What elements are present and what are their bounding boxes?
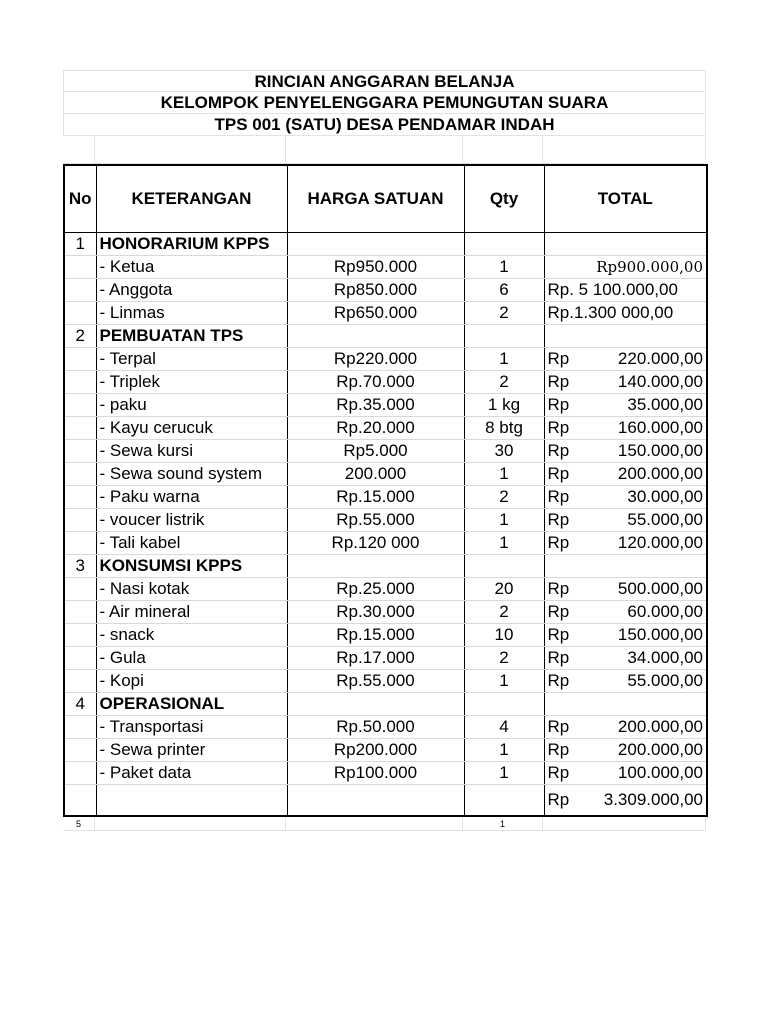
item-description-cell: - Tali kabel <box>96 532 287 555</box>
item-description-cell: - Kopi <box>96 670 287 693</box>
table-row <box>64 440 707 463</box>
table-row <box>64 417 707 440</box>
table-row <box>64 601 707 624</box>
empty-spacer-row <box>63 136 706 164</box>
currency-label: Rp <box>547 602 570 621</box>
unit-price-cell: 200.000 <box>287 463 464 486</box>
item-description-cell: - Sewa printer <box>96 739 287 762</box>
row-number-cell <box>64 624 96 647</box>
total-cell <box>544 647 707 670</box>
qty-cell: 2 <box>464 302 544 325</box>
currency-label: Rp <box>547 349 570 368</box>
budget-table <box>63 164 708 817</box>
qty-cell: 20 <box>464 578 544 601</box>
item-description-cell: - Paku warna <box>96 486 287 509</box>
unit-price-cell: Rp950.000 <box>287 256 464 279</box>
item-description-cell: - Sewa kursi <box>96 440 287 463</box>
unit-price-cell <box>287 555 464 578</box>
qty-cell: 2 <box>464 486 544 509</box>
total-cell <box>544 233 707 256</box>
amount-value: 55.000,00 <box>627 671 703 690</box>
qty-cell <box>464 233 544 256</box>
row-number-cell: 1 <box>64 233 96 256</box>
table-row <box>64 371 707 394</box>
qty-cell: 30 <box>464 440 544 463</box>
empty-cell <box>96 785 287 817</box>
footer-row-number: 5 <box>63 817 95 831</box>
item-description-cell: - Gula <box>96 647 287 670</box>
table-body <box>64 233 707 785</box>
section-row <box>64 555 707 578</box>
item-description-cell: - voucer listrik <box>96 509 287 532</box>
row-number-cell: 4 <box>64 693 96 716</box>
title-line-3: TPS 001 (SATU) DESA PENDAMAR INDAH <box>63 114 706 136</box>
item-description-cell: - Anggota <box>96 279 287 302</box>
total-cell <box>544 463 707 486</box>
qty-cell: 1 <box>464 532 544 555</box>
table-row <box>64 486 707 509</box>
grand-total-row <box>64 785 707 817</box>
total-cell <box>544 348 707 371</box>
row-number-cell <box>64 440 96 463</box>
unit-price-cell: Rp.55.000 <box>287 670 464 693</box>
currency-label: Rp <box>547 441 570 460</box>
currency-label: Rp <box>547 763 570 782</box>
unit-price-cell: Rp.50.000 <box>287 716 464 739</box>
table-header-row <box>64 165 707 233</box>
currency-label: Rp <box>547 533 570 552</box>
col-header-harga: HARGA SATUAN <box>287 165 464 233</box>
table-row <box>64 532 707 555</box>
unit-price-cell: Rp.15.000 <box>287 624 464 647</box>
row-number-cell <box>64 348 96 371</box>
unit-price-cell: Rp5.000 <box>287 440 464 463</box>
section-title-cell: HONORARIUM KPPS <box>96 233 287 256</box>
unit-price-cell: Rp.17.000 <box>287 647 464 670</box>
row-number-cell <box>64 762 96 785</box>
row-number-cell <box>64 256 96 279</box>
currency-label: Rp <box>547 579 570 598</box>
title-line-2: KELOMPOK PENYELENGGARA PEMUNGUTAN SUARA <box>63 92 706 114</box>
qty-cell: 1 <box>464 739 544 762</box>
row-number-cell <box>64 739 96 762</box>
row-number-cell <box>64 417 96 440</box>
row-number-cell <box>64 532 96 555</box>
total-cell <box>544 762 707 785</box>
table-row <box>64 647 707 670</box>
amount-value: 220.000,00 <box>617 349 703 368</box>
unit-price-cell: Rp220.000 <box>287 348 464 371</box>
total-cell <box>544 739 707 762</box>
col-header-no: No <box>64 165 96 233</box>
amount-value: 100.000,00 <box>617 763 703 782</box>
qty-cell: 2 <box>464 647 544 670</box>
table-row <box>64 716 707 739</box>
amount-value: 500.000,00 <box>617 579 703 598</box>
currency-label: Rp <box>547 464 570 483</box>
qty-cell: 4 <box>464 716 544 739</box>
row-number-cell: 3 <box>64 555 96 578</box>
currency-label: Rp <box>547 717 570 736</box>
qty-cell: 1 <box>464 463 544 486</box>
total-cell <box>544 624 707 647</box>
row-number-cell <box>64 601 96 624</box>
item-description-cell: - snack <box>96 624 287 647</box>
amount-value: 150.000,00 <box>617 441 703 460</box>
total-cell: Rp. 5 100.000,00 <box>544 279 707 302</box>
unit-price-cell: Rp.15.000 <box>287 486 464 509</box>
total-cell <box>544 486 707 509</box>
currency-label: Rp <box>547 372 570 391</box>
amount-value: 160.000,00 <box>617 418 703 437</box>
unit-price-cell: Rp.120 000 <box>287 532 464 555</box>
title-line-1: RINCIAN ANGGARAN BELANJA <box>63 70 706 92</box>
unit-price-cell: Rp850.000 <box>287 279 464 302</box>
row-number-cell <box>64 279 96 302</box>
table-row <box>64 279 707 302</box>
total-cell <box>544 555 707 578</box>
qty-cell: 1 <box>464 256 544 279</box>
table-row <box>64 578 707 601</box>
item-description-cell: - Sewa sound system <box>96 463 287 486</box>
qty-cell: 1 <box>464 509 544 532</box>
currency-label: Rp <box>547 671 570 690</box>
total-cell <box>544 325 707 348</box>
total-cell <box>544 578 707 601</box>
table-row <box>64 348 707 371</box>
unit-price-cell: Rp.25.000 <box>287 578 464 601</box>
currency-label: Rp <box>547 418 570 437</box>
unit-price-cell: Rp.35.000 <box>287 394 464 417</box>
unit-price-cell: Rp.55.000 <box>287 509 464 532</box>
table-row <box>64 394 707 417</box>
amount-value: 30.000,00 <box>627 487 703 506</box>
total-cell <box>544 417 707 440</box>
grand-total-amount: 3.309.000,00 <box>603 790 703 809</box>
col-header-total: TOTAL <box>544 165 707 233</box>
item-description-cell: - Air mineral <box>96 601 287 624</box>
qty-cell <box>464 555 544 578</box>
amount-value: 150.000,00 <box>617 625 703 644</box>
total-cell <box>544 716 707 739</box>
amount-value: 200.000,00 <box>617 464 703 483</box>
section-title-cell: OPERASIONAL <box>96 693 287 716</box>
amount-value: 200.000,00 <box>617 740 703 759</box>
total-cell <box>544 371 707 394</box>
item-description-cell: - Kayu cerucuk <box>96 417 287 440</box>
amount-value: 55.000,00 <box>627 510 703 529</box>
grand-total-cell <box>544 785 707 817</box>
table-row <box>64 509 707 532</box>
row-number-cell <box>64 371 96 394</box>
row-number-cell: 2 <box>64 325 96 348</box>
item-description-cell: - Transportasi <box>96 716 287 739</box>
currency-label: Rp <box>547 510 570 529</box>
amount-value: 140.000,00 <box>617 372 703 391</box>
row-number-cell <box>64 302 96 325</box>
qty-cell: 6 <box>464 279 544 302</box>
unit-price-cell: Rp.30.000 <box>287 601 464 624</box>
section-row <box>64 325 707 348</box>
total-cell: Rp.1.300 000,00 <box>544 302 707 325</box>
section-row <box>64 233 707 256</box>
table-row <box>64 256 707 279</box>
qty-cell <box>464 325 544 348</box>
item-description-cell: - Terpal <box>96 348 287 371</box>
currency-label: Rp <box>547 487 570 506</box>
col-header-keterangan: KETERANGAN <box>96 165 287 233</box>
item-description-cell: - Triplek <box>96 371 287 394</box>
total-cell <box>544 440 707 463</box>
grand-total-currency: Rp <box>547 790 570 809</box>
currency-label: Rp <box>547 648 570 667</box>
row-number-cell <box>64 394 96 417</box>
qty-cell: 10 <box>464 624 544 647</box>
total-cell <box>544 670 707 693</box>
col-header-qty: Qty <box>464 165 544 233</box>
table-row <box>64 762 707 785</box>
total-cell <box>544 532 707 555</box>
currency-label: Rp <box>547 625 570 644</box>
total-cell: Rp900.000,00 <box>544 256 707 279</box>
unit-price-cell: Rp200.000 <box>287 739 464 762</box>
currency-label: Rp <box>547 395 570 414</box>
qty-cell: 1 <box>464 670 544 693</box>
item-description-cell: - Nasi kotak <box>96 578 287 601</box>
footer-qty: 1 <box>463 817 543 831</box>
section-row <box>64 693 707 716</box>
item-description-cell: - Paket data <box>96 762 287 785</box>
qty-cell: 2 <box>464 601 544 624</box>
unit-price-cell: Rp.70.000 <box>287 371 464 394</box>
total-cell <box>544 693 707 716</box>
amount-value: 35.000,00 <box>627 395 703 414</box>
section-title-cell: PEMBUATAN TPS <box>96 325 287 348</box>
empty-cell <box>287 785 464 817</box>
row-number-cell <box>64 716 96 739</box>
unit-price-cell: Rp.20.000 <box>287 417 464 440</box>
qty-cell: 1 <box>464 348 544 371</box>
unit-price-cell <box>287 233 464 256</box>
qty-cell: 1 <box>464 762 544 785</box>
amount-value: 34.000,00 <box>627 648 703 667</box>
table-row <box>64 670 707 693</box>
amount-value: 120.000,00 <box>617 533 703 552</box>
empty-cell <box>464 785 544 817</box>
total-cell <box>544 394 707 417</box>
row-number-cell <box>64 670 96 693</box>
qty-cell: 1 kg <box>464 394 544 417</box>
unit-price-cell: Rp100.000 <box>287 762 464 785</box>
unit-price-cell <box>287 693 464 716</box>
qty-cell: 2 <box>464 371 544 394</box>
amount-value: 200.000,00 <box>617 717 703 736</box>
empty-cell <box>64 785 96 817</box>
item-description-cell: - Linmas <box>96 302 287 325</box>
currency-label: Rp <box>547 740 570 759</box>
total-cell <box>544 601 707 624</box>
item-description-cell: - paku <box>96 394 287 417</box>
table-row <box>64 739 707 762</box>
row-number-cell <box>64 647 96 670</box>
footer-row <box>63 817 706 831</box>
spreadsheet-sheet <box>63 70 706 831</box>
qty-cell <box>464 693 544 716</box>
row-number-cell <box>64 486 96 509</box>
row-number-cell <box>64 509 96 532</box>
row-number-cell <box>64 463 96 486</box>
table-row <box>64 302 707 325</box>
total-cell <box>544 509 707 532</box>
amount-value: 60.000,00 <box>627 602 703 621</box>
section-title-cell: KONSUMSI KPPS <box>96 555 287 578</box>
item-description-cell: - Ketua <box>96 256 287 279</box>
unit-price-cell: Rp650.000 <box>287 302 464 325</box>
table-row <box>64 463 707 486</box>
unit-price-cell <box>287 325 464 348</box>
table-row <box>64 624 707 647</box>
qty-cell: 8 btg <box>464 417 544 440</box>
row-number-cell <box>64 578 96 601</box>
